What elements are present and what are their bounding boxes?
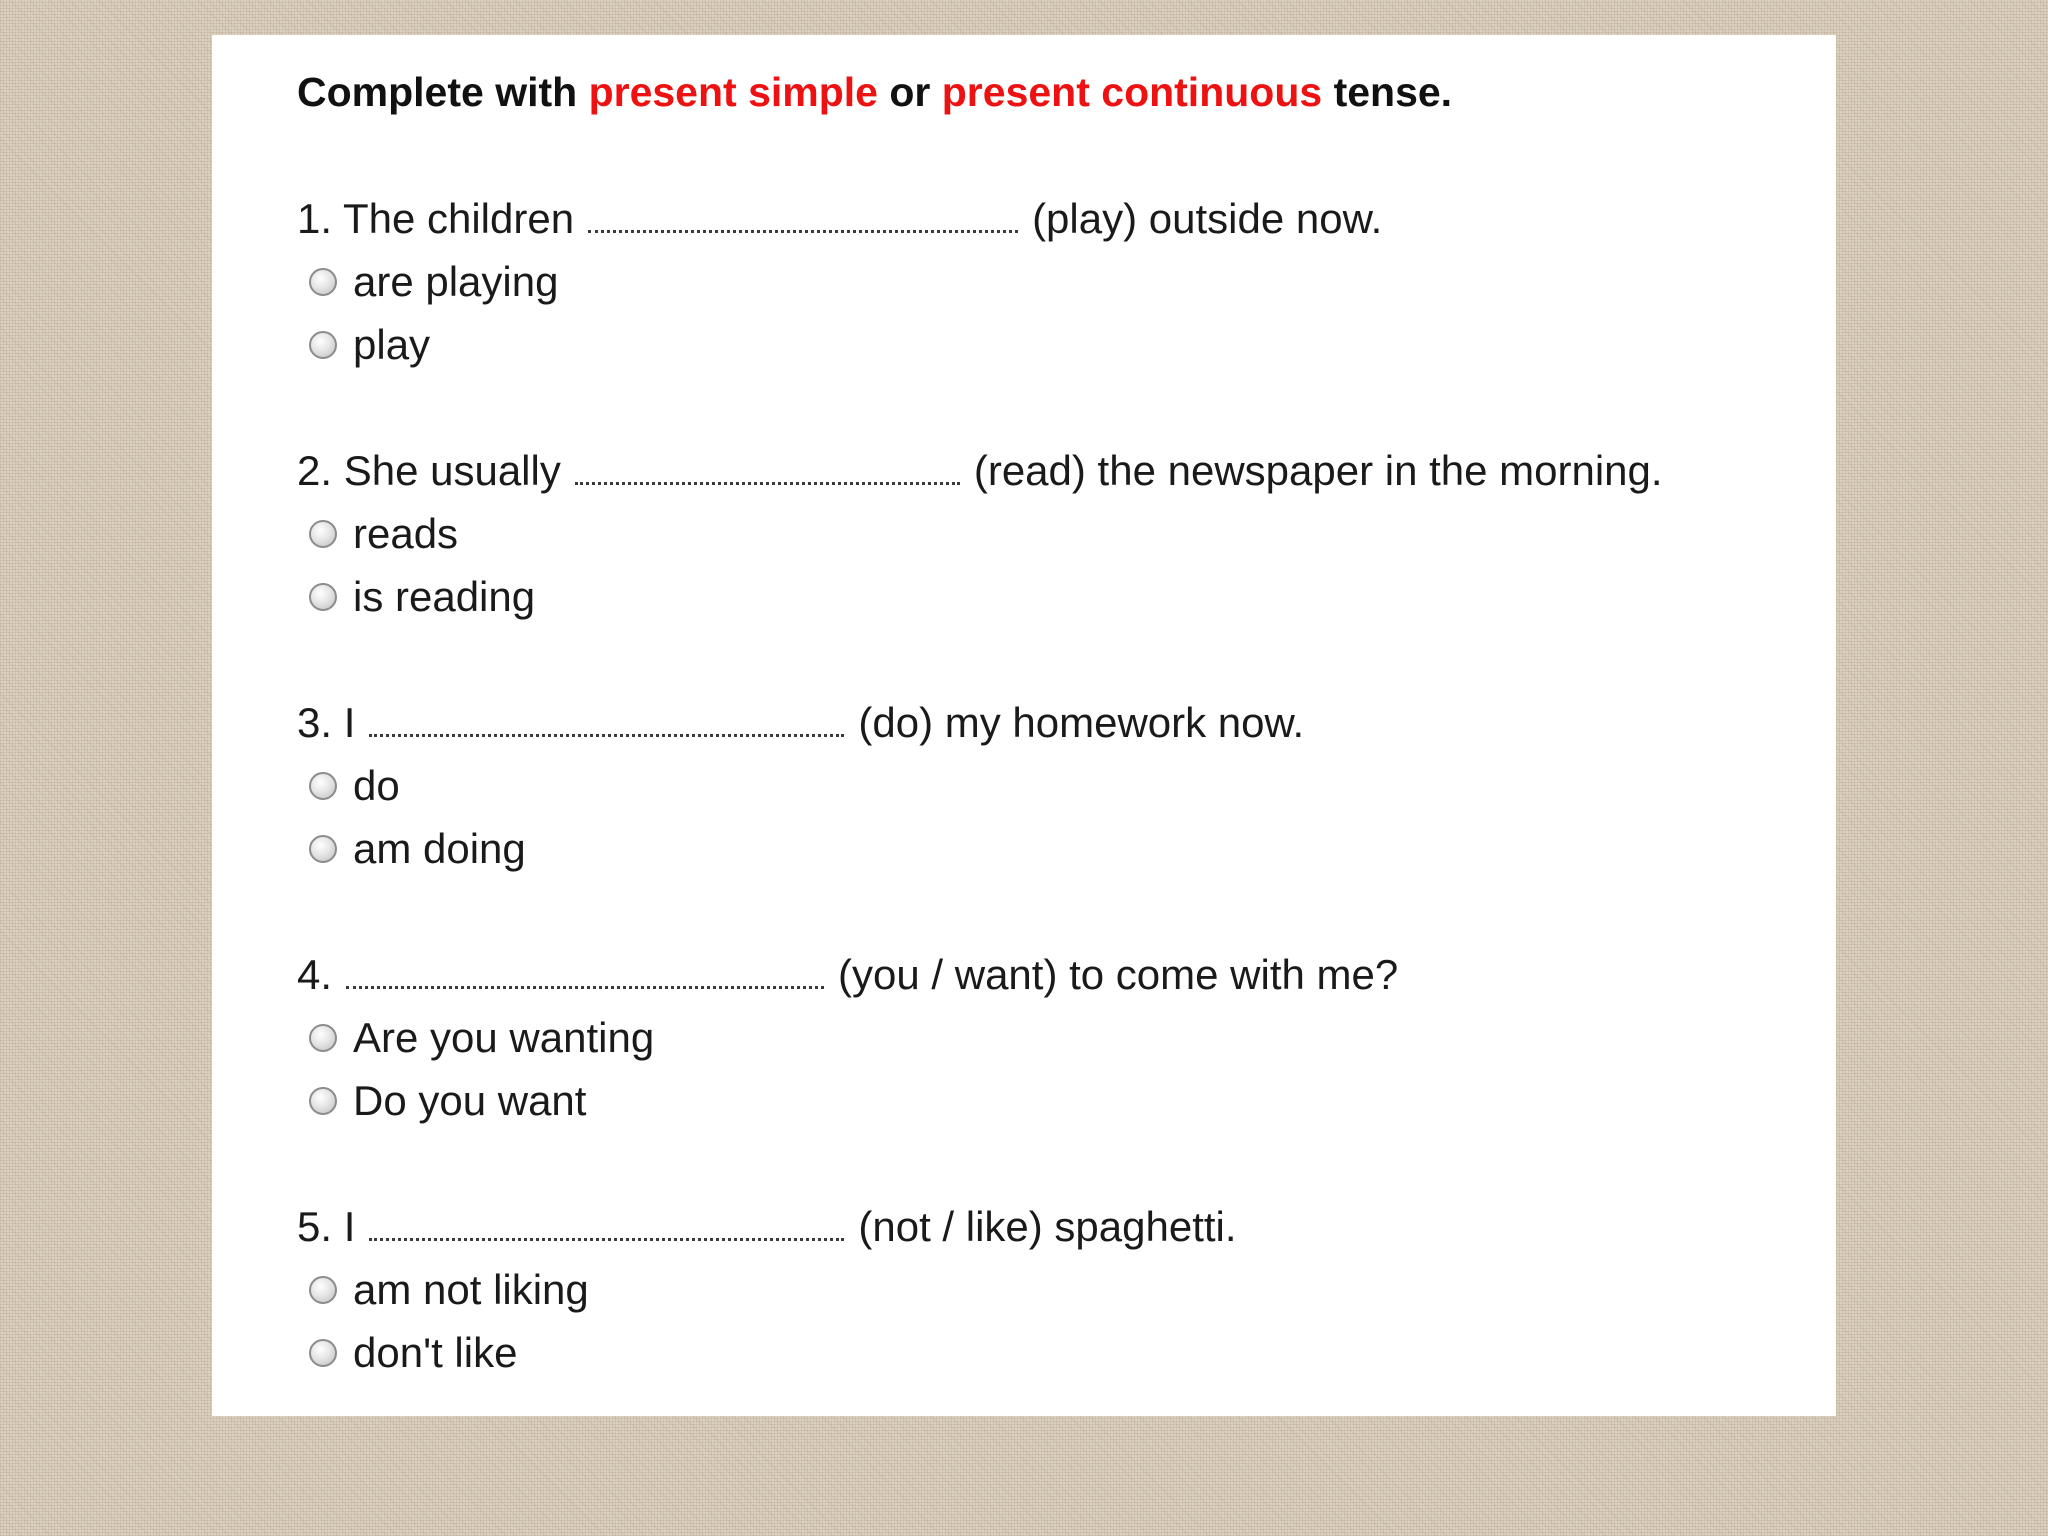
question-4-text: [297, 951, 1797, 999]
question-5-text: [297, 1203, 1797, 1251]
question-3-option-2[interactable]: [309, 824, 1797, 873]
option-label: Do you want: [353, 1076, 587, 1124]
question-3-suffix: (do) my homework now.: [858, 699, 1305, 746]
question-4-option-2[interactable]: [309, 1076, 1797, 1125]
question-1-blank: [588, 200, 1018, 233]
question-3-option-1[interactable]: [309, 761, 1797, 810]
instruction-part-2: or: [877, 69, 942, 115]
question-4-blank: [346, 956, 824, 989]
option-label: reads: [353, 509, 459, 557]
radio-button[interactable]: [309, 268, 337, 296]
option-label: don't like: [353, 1328, 518, 1376]
instruction-heading: [297, 69, 1452, 116]
option-label: am doing: [353, 824, 526, 872]
instruction-part-1: Complete with: [297, 69, 589, 115]
radio-button[interactable]: [309, 331, 337, 359]
question-1-text: [297, 195, 1797, 243]
radio-button[interactable]: [309, 1276, 337, 1304]
question-5-blank: [369, 1208, 844, 1241]
question-5-suffix: (not / like) spaghetti.: [858, 1203, 1237, 1250]
option-label: do: [353, 761, 400, 809]
option-label: play: [353, 320, 431, 368]
option-label: am not liking: [353, 1265, 589, 1313]
question-2-option-1[interactable]: [309, 509, 1797, 558]
question-1-prefix: 1. The children: [297, 195, 575, 242]
radio-button[interactable]: [309, 835, 337, 863]
radio-button[interactable]: [309, 1087, 337, 1115]
question-2-text: [297, 447, 1797, 495]
question-4-prefix: 4.: [297, 951, 333, 998]
question-1-suffix: (play) outside now.: [1032, 195, 1383, 242]
question-3-text: [297, 699, 1797, 747]
radio-button[interactable]: [309, 1024, 337, 1052]
question-2-option-2[interactable]: [309, 572, 1797, 621]
question-5-option-2[interactable]: [309, 1328, 1797, 1377]
question-2-blank: [575, 452, 960, 485]
radio-button[interactable]: [309, 772, 337, 800]
option-label: are playing: [353, 257, 559, 305]
option-label: is reading: [353, 572, 536, 620]
instruction-part-3: tense.: [1322, 69, 1453, 115]
question-2-prefix: 2. She usually: [297, 447, 561, 494]
question-5: [297, 1203, 1797, 1377]
question-3-blank: [369, 704, 844, 737]
question-3: [297, 699, 1797, 873]
question-4-suffix: (you / want) to come with me?: [838, 951, 1399, 998]
instruction-highlight-present-continuous: present continuous: [941, 69, 1323, 115]
question-1-option-2[interactable]: [309, 320, 1797, 369]
radio-button[interactable]: [309, 1339, 337, 1367]
option-label: Are you wanting: [353, 1013, 655, 1061]
worksheet-panel: [212, 35, 1836, 1416]
question-4-option-1[interactable]: [309, 1013, 1797, 1062]
radio-button[interactable]: [309, 520, 337, 548]
question-1: [297, 195, 1797, 369]
radio-button[interactable]: [309, 583, 337, 611]
question-2-suffix: (read) the newspaper in the morning.: [973, 447, 1663, 494]
question-5-option-1[interactable]: [309, 1265, 1797, 1314]
question-2: [297, 447, 1797, 621]
question-4: [297, 951, 1797, 1125]
instruction-highlight-present-simple: present simple: [588, 69, 878, 115]
question-3-prefix: 3. I: [297, 699, 356, 746]
question-5-prefix: 5. I: [297, 1203, 356, 1250]
question-1-option-1[interactable]: [309, 257, 1797, 306]
